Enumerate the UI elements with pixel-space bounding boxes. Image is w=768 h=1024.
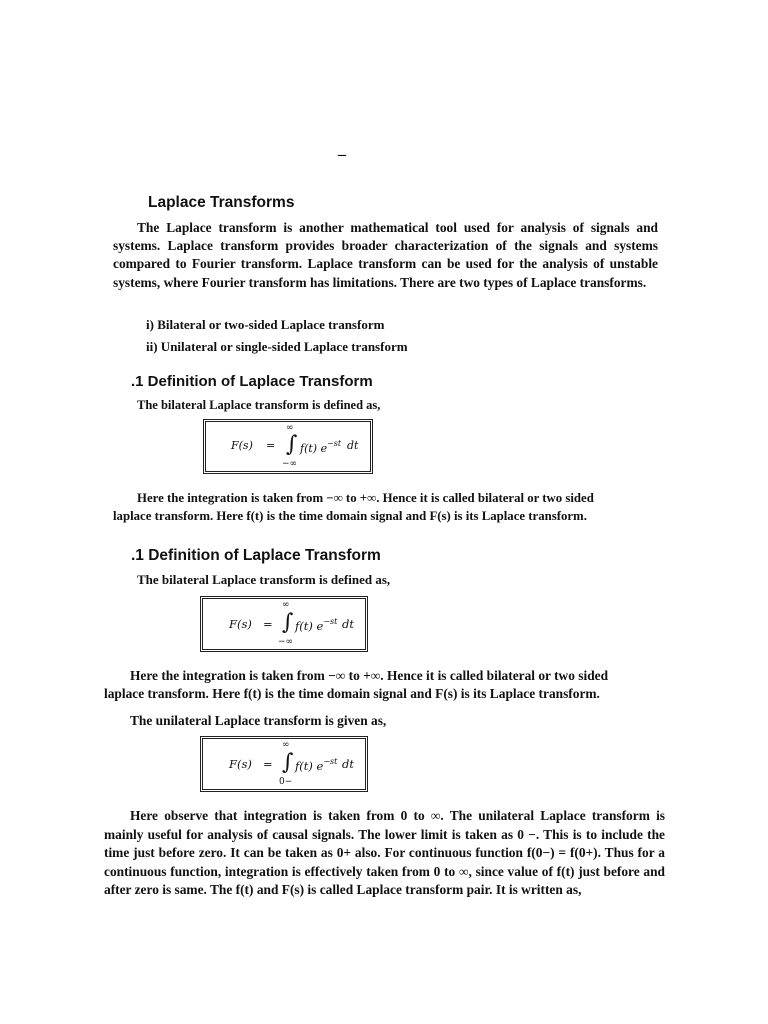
eq-equals: =: [263, 757, 273, 771]
eq-equals: =: [266, 439, 276, 452]
integral-icon: ∫: [282, 750, 294, 775]
integral-icon: ∫: [286, 432, 298, 457]
section-1-after: Here the integration is taken from −∞ to +∞. Hence it is called bilateral or two sided laplace transform. Here f(t) is the time domain signal and F(s) is its Laplace transform.: [113, 491, 594, 524]
equation-box-2: [200, 596, 368, 652]
unilateral-intro: The unilateral Laplace transform is given as,: [130, 713, 387, 728]
integral-icon: ∫: [282, 610, 294, 635]
eq-upper-limit: ∞: [282, 740, 290, 750]
intro-paragraph: The Laplace transform is another mathematical tool used for analysis of signals and systems. Laplace transform provides broader characterization of the signals and systems compared to Fourier transform. Laplace transform can be used for the analysis of unstable systems, where Fourier transform has limitations. There are two types of Laplace transforms.: [113, 220, 658, 290]
eq-upper-limit: ∞: [282, 600, 290, 610]
eq-lhs: F(s): [229, 757, 252, 771]
top-dash: _: [338, 137, 346, 156]
eq-lhs: F(s): [231, 439, 253, 452]
eq-integrand: f(t) $e^{-st}$: [300, 439, 342, 455]
eq-lower-limit: −∞: [282, 459, 298, 469]
eq-lower-limit: −∞: [278, 637, 294, 647]
eq-lower-limit: 0−: [279, 777, 293, 787]
eq-dt: dt: [347, 439, 359, 452]
transform-types-list: [146, 314, 408, 358]
eq-dt: dt: [342, 617, 354, 631]
eq-equals: =: [263, 617, 273, 631]
list-item: i) Bilateral or two-sided Laplace transform: [146, 317, 385, 332]
equation-box-1: [203, 419, 373, 474]
unilateral-paragraph: Here observe that integration is taken from 0 to ∞. The unilateral Laplace transform is mainly useful for analysis of causal signals. The lower limit is taken as 0 −. This is to include the time just before zero. It can be taken as 0+ also. For continuous function f(0−) = f(0+). Thus for a continuous function, integration is effectively taken from 0 to ∞, since value of f(t) just before and after zero is same. The f(t) and F(s) is called Laplace transform pair. It is written as,: [104, 808, 665, 898]
section-2-intro: The bilateral Laplace transform is defined as,: [137, 572, 391, 587]
eq-integrand: f(t) $e^{-st}$: [295, 757, 338, 773]
eq-dt: dt: [342, 757, 354, 771]
equation-box-3: [200, 736, 368, 792]
eq-upper-limit: ∞: [286, 423, 294, 433]
page-title: Laplace Transforms: [148, 194, 295, 211]
eq-lhs: F(s): [229, 617, 252, 631]
list-item: ii) Unilateral or single-sided Laplace transform: [146, 339, 408, 354]
section-1-intro: The bilateral Laplace transform is defined as,: [137, 398, 381, 412]
section-2-after: Here the integration is taken from −∞ to +∞. Hence it is called bilateral or two sided laplace transform. Here f(t) is the time domain signal and F(s) is its Laplace transform.: [104, 668, 609, 702]
eq-integrand: f(t) $e^{-st}$: [295, 617, 338, 633]
section-heading-2: .1 Definition of Laplace Transform: [131, 547, 381, 564]
section-heading-1: .1 Definition of Laplace Transform: [131, 373, 373, 390]
